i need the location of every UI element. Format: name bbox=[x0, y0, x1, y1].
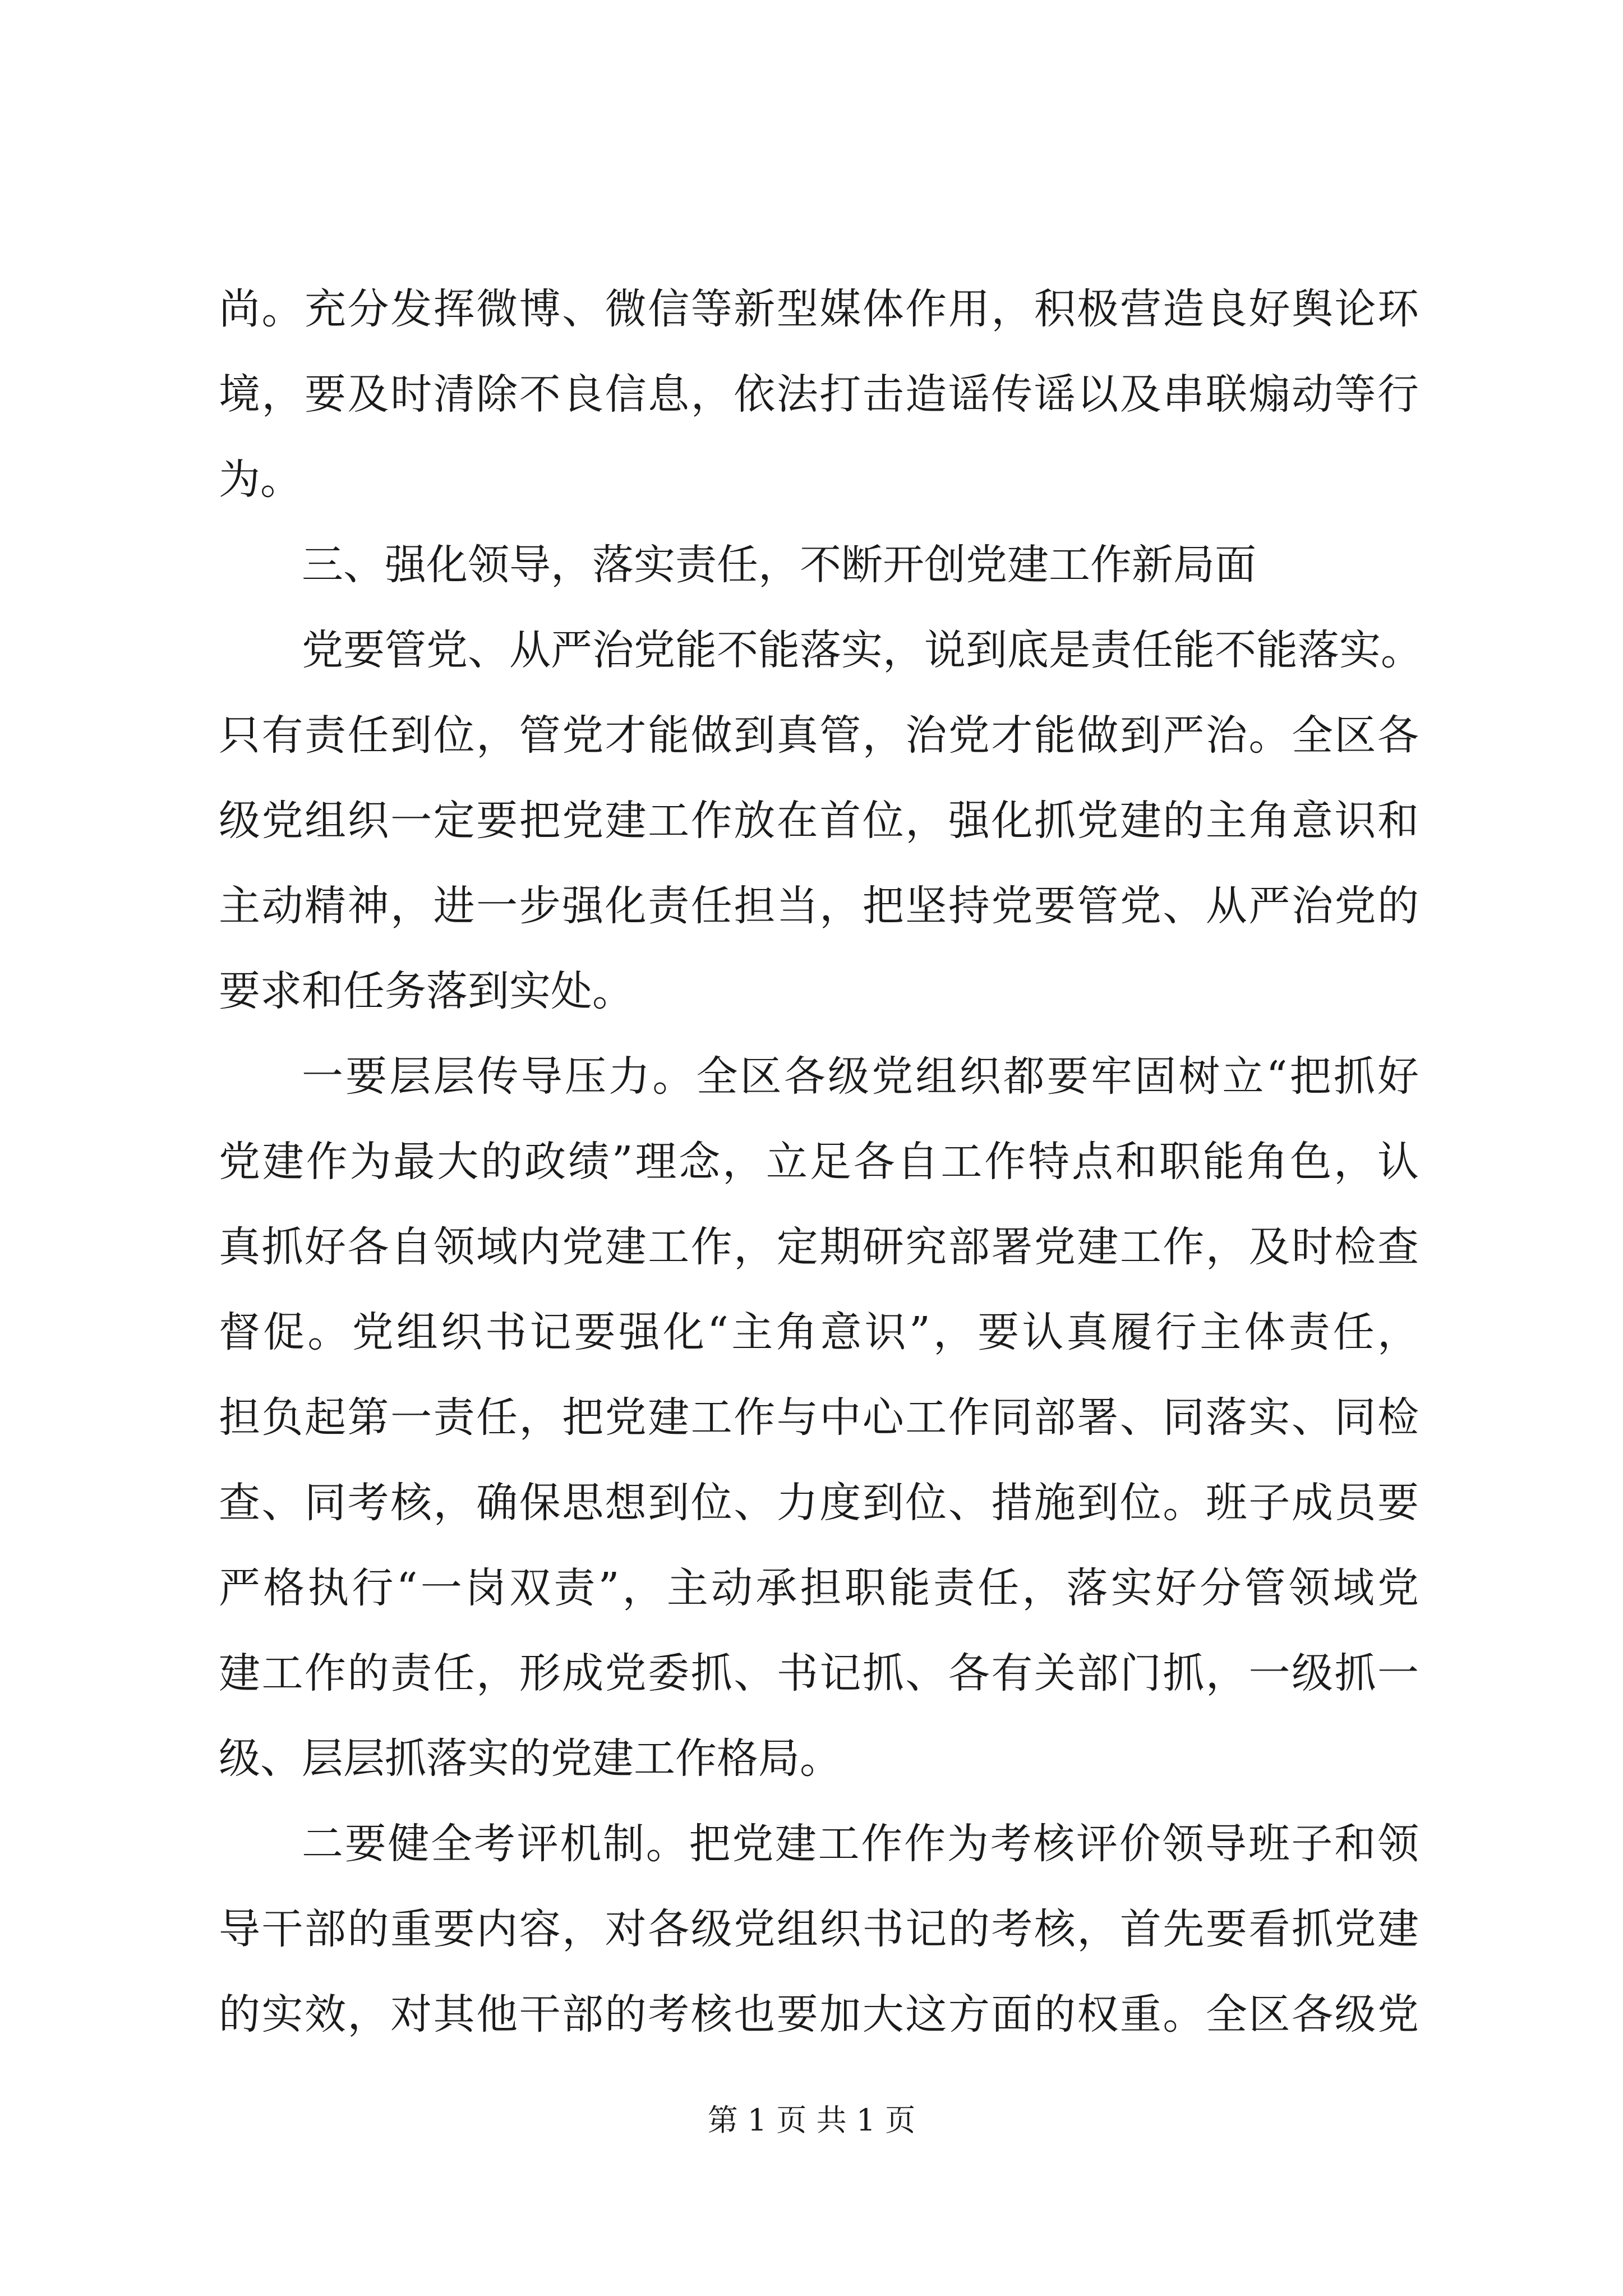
text-line: 担负起第一责任，把党建工作与中心工作同部署、同落实、同检 bbox=[219, 1393, 1419, 1442]
text-line: 尚。充分发挥微博、微信等新型媒体作用，积极营造良好舆论环 bbox=[219, 285, 1419, 333]
text-line: 一要层层传导压力。全区各级党组织都要牢固树立“把抓好 bbox=[302, 1052, 1419, 1101]
text-line: 严格执行“一岗双责”，主动承担职能责任，落实好分管领域党 bbox=[219, 1564, 1419, 1612]
text-line: 党要管党、从严治党能不能落实，说到底是责任能不能落实。 bbox=[302, 626, 1422, 674]
text-line: 真抓好各自领域内党建工作，定期研究部署党建工作，及时检查 bbox=[219, 1223, 1419, 1271]
text-line: 级、层层抓落实的党建工作格局。 bbox=[219, 1734, 841, 1783]
text-line: 导干部的重要内容，对各级党组织书记的考核，首先要看抓党建 bbox=[219, 1905, 1419, 1953]
text-line: 查、同考核，确保思想到位、力度到位、措施到位。班子成员要 bbox=[219, 1479, 1419, 1527]
text-line: 主动精神，进一步强化责任担当，把坚持党要管党、从严治党的 bbox=[219, 882, 1419, 930]
text-line: 要求和任务落到实处。 bbox=[219, 967, 634, 1015]
text-line: 为。 bbox=[219, 455, 302, 504]
document-body bbox=[219, 266, 1422, 2057]
page-footer bbox=[0, 2101, 1623, 2140]
text-line: 只有责任到位，管党才能做到真管，治党才能做到严治。全区各 bbox=[219, 711, 1419, 760]
text-line: 境，要及时清除不良信息，依法打击造谣传谣以及串联煽动等行 bbox=[219, 370, 1419, 418]
text-line: 级党组织一定要把党建工作放在首位，强化抓党建的主角意识和 bbox=[219, 797, 1419, 845]
text-line: 党建作为最大的政绩”理念，立足各自工作特点和职能角色，认 bbox=[219, 1138, 1419, 1186]
text-line: 督促。党组织书记要强化“主角意识”，要认真履行主体责任， bbox=[219, 1308, 1419, 1356]
page-number-label: 第 1 页 共 1 页 bbox=[707, 2102, 916, 2138]
text-line: 三、强化领导，落实责任，不断开创党建工作新局面 bbox=[302, 541, 1256, 589]
text-line: 建工作的责任，形成党委抓、书记抓、各有关部门抓，一级抓一 bbox=[219, 1649, 1419, 1697]
text-line: 的实效，对其他干部的考核也要加大这方面的权重。全区各级党 bbox=[219, 1990, 1419, 2039]
text-line: 二要健全考评机制。把党建工作作为考核评价领导班子和领 bbox=[302, 1820, 1419, 1868]
